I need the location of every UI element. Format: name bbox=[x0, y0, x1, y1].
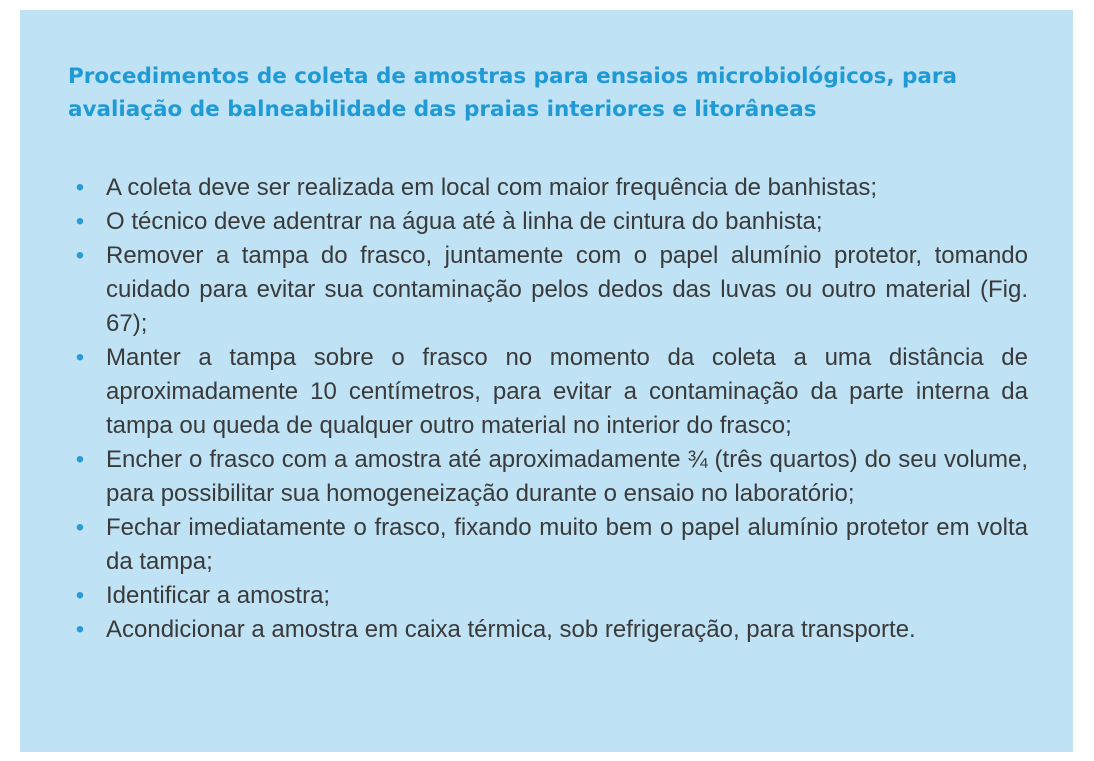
bullet-icon: • bbox=[75, 242, 85, 269]
procedure-list bbox=[70, 171, 1028, 647]
list-item-text: Fechar imediatamente o frasco, fixando muito bem o papel alumínio protetor em volta da tampa; bbox=[106, 514, 1028, 575]
box-title: Procedimentos de coleta de amostras para ensaios microbiológicos, para avaliação de balneabilidade das praias interiores e litorâneas bbox=[68, 64, 958, 122]
list-item bbox=[70, 511, 1028, 579]
bullet-icon: • bbox=[75, 514, 85, 541]
bullet-icon: • bbox=[75, 582, 85, 609]
list-item bbox=[70, 239, 1028, 341]
list-item-text: Manter a tampa sobre o frasco no momento da coleta a uma distância de aproximadamente 10 centímetros, para evitar a contaminação da parte interna da tampa ou queda de qualquer outro material no interior do frasco; bbox=[106, 344, 1028, 439]
list-item-text: Encher o frasco com a amostra até aproximadamente ¾ (três quartos) do seu volume, para possibilitar sua homogeneização durante o ensaio no laboratório; bbox=[106, 446, 1028, 507]
list-item-text: Acondicionar a amostra em caixa térmica, sob refrigeração, para transporte. bbox=[106, 616, 916, 643]
bullet-icon: • bbox=[75, 344, 85, 371]
bullet-icon: • bbox=[75, 208, 85, 235]
list-item-text: A coleta deve ser realizada em local com maior frequência de banhistas; bbox=[106, 174, 878, 201]
list-item-text: O técnico deve adentrar na água até à linha de cintura do banhista; bbox=[106, 208, 823, 235]
bullet-icon: • bbox=[75, 616, 85, 643]
list-item bbox=[70, 443, 1028, 511]
list-item-text: Remover a tampa do frasco, juntamente com o papel alumínio protetor, tomando cuidado para evitar sua contaminação pelos dedos das luvas ou outro material (Fig. 67); bbox=[106, 242, 1028, 337]
list-item bbox=[70, 171, 1028, 205]
list-item bbox=[70, 579, 1028, 613]
bullet-icon: • bbox=[75, 174, 85, 201]
info-box bbox=[20, 10, 1073, 752]
list-item bbox=[70, 613, 1028, 647]
bullet-icon: • bbox=[75, 446, 85, 473]
list-item-text: Identificar a amostra; bbox=[106, 582, 331, 609]
list-item bbox=[70, 341, 1028, 443]
list-item bbox=[70, 205, 1028, 239]
